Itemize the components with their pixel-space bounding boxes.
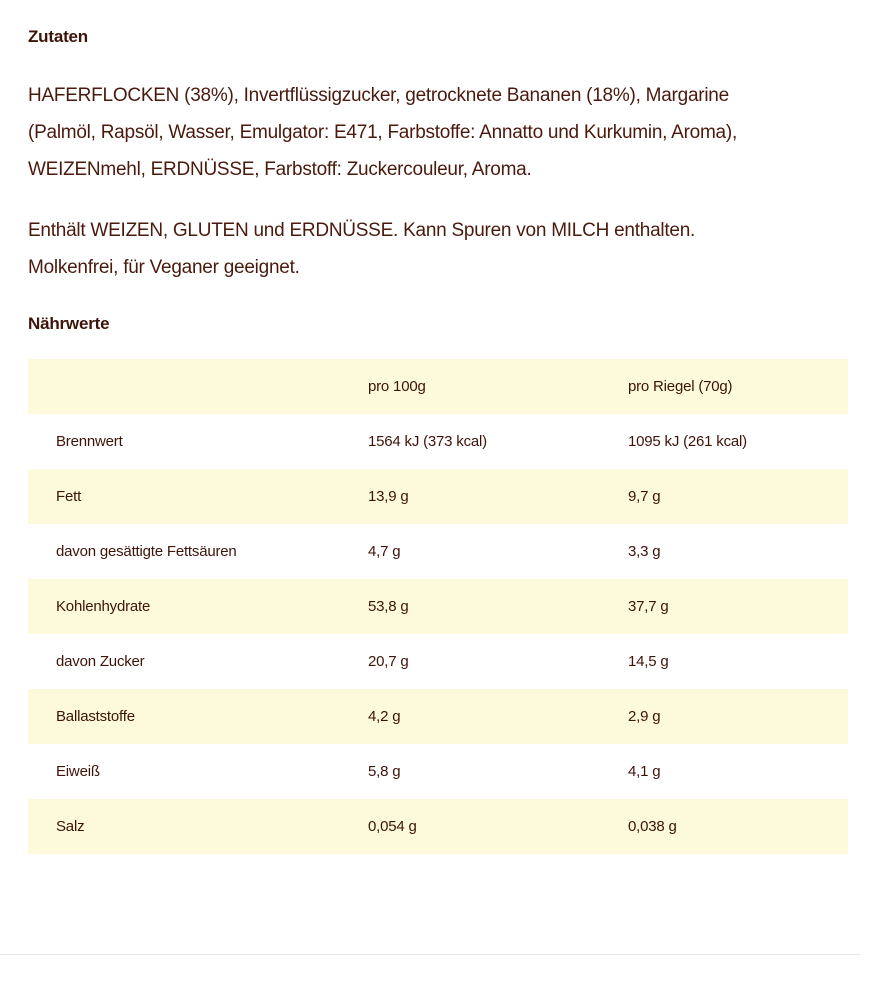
nutrient-name: Brennwert [56, 433, 123, 450]
nutrient-name: Salz [56, 818, 85, 835]
header-nutrient [28, 359, 368, 414]
nutrient-name: Ballaststoffe [56, 708, 135, 725]
table-row [28, 634, 848, 689]
nutrient-name: davon Zucker [56, 653, 145, 670]
table-row [28, 524, 848, 579]
value-per-100g: 4,7 g [368, 543, 401, 560]
value-per-100g: 0,054 g [368, 818, 417, 835]
bottom-divider [0, 954, 860, 955]
allergen-line: Enthält WEIZEN, GLUTEN und ERDNÜSSE. Kann Spuren von MILCH enthalten. [28, 220, 696, 241]
nutrient-name: Eiweiß [56, 763, 100, 780]
value-per-100g: 4,2 g [368, 708, 401, 725]
value-per-100g: 1564 kJ (373 kcal) [368, 433, 487, 450]
nutrition-heading: Nährwerte [28, 314, 110, 333]
header-per-bar: pro Riegel (70g) [628, 378, 733, 395]
value-per-bar: 37,7 g [628, 598, 669, 615]
value-per-bar: 2,9 g [628, 708, 661, 725]
nutrition-table [28, 359, 848, 854]
ingredients-line: WEIZENmehl, ERDNÜSSE, Farbstoff: Zuckercouleur, Aroma. [28, 159, 532, 180]
table-header-row [28, 359, 848, 414]
table-row [28, 744, 848, 799]
table-row [28, 469, 848, 524]
ingredients-line: HAFERFLOCKEN (38%), Invertflüssigzucker, getrocknete Bananen (18%), Margarine [28, 85, 729, 106]
allergen-line: Molkenfrei, für Veganer geeignet. [28, 257, 300, 278]
nutrient-name: Kohlenhydrate [56, 598, 151, 615]
ingredients-text [28, 77, 858, 188]
value-per-bar: 1095 kJ (261 kcal) [628, 433, 747, 450]
nutrient-name: davon gesättigte Fettsäuren [56, 543, 237, 560]
value-per-100g: 5,8 g [368, 763, 401, 780]
value-per-bar: 0,038 g [628, 818, 677, 835]
value-per-100g: 13,9 g [368, 488, 409, 505]
ingredients-heading: Zutaten [28, 27, 88, 46]
table-row [28, 689, 848, 744]
value-per-bar: 3,3 g [628, 543, 661, 560]
table-row [28, 414, 848, 469]
table-row [28, 799, 848, 854]
header-per-100g: pro 100g [368, 378, 426, 395]
value-per-100g: 20,7 g [368, 653, 409, 670]
ingredients-line: (Palmöl, Rapsöl, Wasser, Emulgator: E471, Farbstoffe: Annatto und Kurkumin, Aroma), [28, 122, 737, 143]
value-per-100g: 53,8 g [368, 598, 409, 615]
nutrient-name: Fett [56, 488, 82, 505]
value-per-bar: 14,5 g [628, 653, 669, 670]
value-per-bar: 9,7 g [628, 488, 661, 505]
allergen-info [28, 212, 858, 286]
value-per-bar: 4,1 g [628, 763, 661, 780]
table-row [28, 579, 848, 634]
